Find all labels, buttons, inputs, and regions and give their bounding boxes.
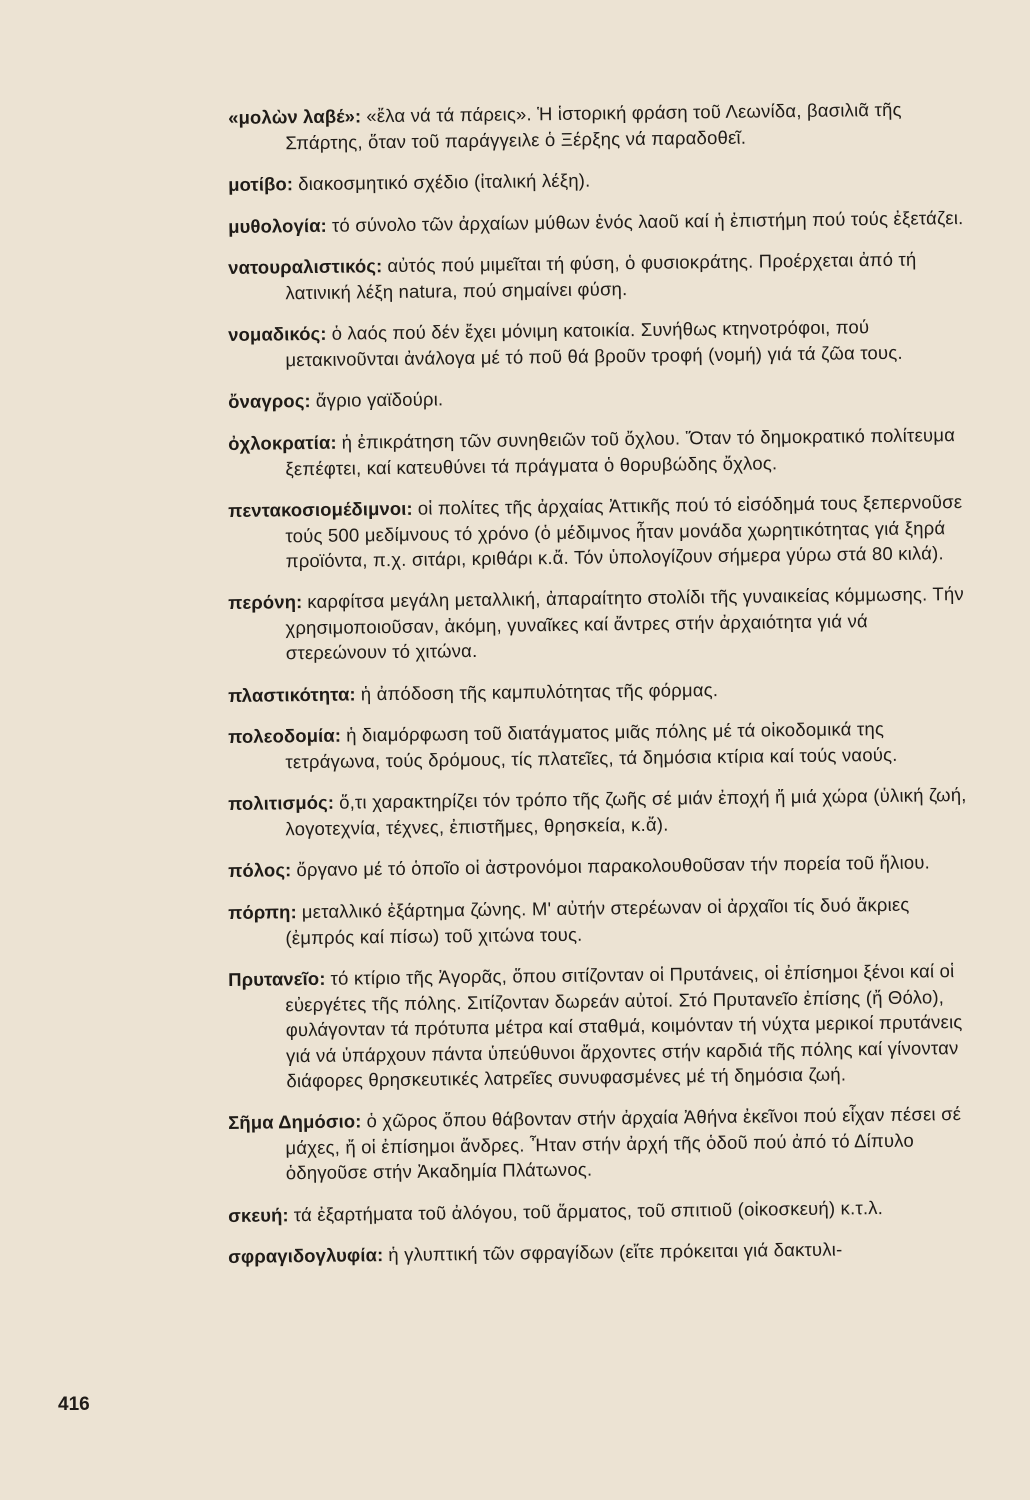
glossary-term: πολεοδομία xyxy=(228,724,335,747)
glossary-entry xyxy=(228,380,973,415)
glossary-term: «μολὼν λαβέ» xyxy=(228,105,356,128)
glossary-definition: τά ἐξαρτήματα τοῦ ἀλόγου, τοῦ ἅρματος, τοῦ σπιτιοῦ (οἰκοσκευή) κ.τ.λ. xyxy=(293,1196,884,1225)
term-separator: : xyxy=(376,1244,389,1266)
glossary-entry xyxy=(228,488,974,574)
glossary-definition: καρφίτσα μεγάλη μεταλλική, ἀπαραίτητο στολίδι τῆς γυναικείας κόμμωσης. Τήν χρησιμοποιοῦσαν, ἀκόμη, γυναῖκες καί ἄντρες στήν ἀρχαιότητα γιά νά στερεώνουν τό χιτώνα. xyxy=(285,583,965,664)
glossary-entry xyxy=(228,163,973,198)
glossary-term: νατουραλιστικός xyxy=(228,255,377,278)
glossary-term: πόλος xyxy=(228,859,286,881)
glossary-entry xyxy=(228,581,974,667)
term-separator: : xyxy=(286,173,299,195)
glossary-definition: ὁ λαός πού δέν ἔχει μόνιμη κατοικία. Συνήθως κτηνοτρόφοι, πού μετακινοῦνται ἀνάλογα μέ τό ποῦ θά βροῦν τροφή (νομή) γιά τά ζῶα τους. xyxy=(285,316,903,370)
term-separator: : xyxy=(284,859,297,881)
glossary-entry xyxy=(228,957,975,1094)
glossary-entry xyxy=(228,96,974,156)
glossary-definition: ὄργανο μέ τό ὁποῖο οἱ ἀστρονόμοι παρακολουθοῦσαν τήν πορεία τοῦ ἥλιου. xyxy=(296,851,931,881)
glossary-term: Πρυτανεῖο xyxy=(228,967,320,990)
glossary-list xyxy=(228,98,973,1286)
glossary-term: σφραγιδογλυφία xyxy=(228,1244,378,1267)
glossary-definition: «ἔλα νά τά πάρεις». Ἡ ἱστορική φράση τοῦ Λεωνίδα, βασιλιᾶ τῆς Σπάρτης, ὅταν τοῦ παράγγειλε ὁ Ξέρξης νά παραδοθεῖ. xyxy=(285,98,902,153)
glossary-definition: ἄγριο γαϊδούρι. xyxy=(315,388,444,411)
term-separator: : xyxy=(406,497,418,519)
term-separator: : xyxy=(320,322,332,344)
glossary-definition: ἡ διαμόρφωση τοῦ διατάγματος μιᾶς πόλης μέ τά οἰκοδομικά της τετράγωνα, τούς δρόμους, τίς πλατεῖες, τά δημόσια κτίρια καί τούς ναούς. xyxy=(285,717,898,772)
glossary-entry xyxy=(228,673,973,708)
glossary-term: πόρπη xyxy=(228,900,291,923)
glossary-definition: αὐτός πού μιμεῖται τή φύση, ὁ φυσιοκράτης. Προέρχεται ἀπό τή λατινική λέξη natura, πού σημαίνει φύση. xyxy=(285,248,917,303)
glossary-term: σκευή xyxy=(228,1203,283,1226)
term-separator: : xyxy=(327,791,340,813)
term-separator: : xyxy=(330,431,342,453)
term-separator: : xyxy=(320,214,333,236)
glossary-entry xyxy=(228,782,974,842)
glossary-term: ὄναγρος xyxy=(228,390,305,412)
page-number: 416 xyxy=(58,1394,90,1415)
glossary-entry xyxy=(228,849,973,884)
term-separator: : xyxy=(290,900,302,922)
glossary-entry xyxy=(228,890,974,950)
glossary-definition: οἱ πολίτες τῆς ἀρχαίας Ἀττικῆς πού τό εἰσόδημά τους ξεπερνοῦσε τούς 500 μεδίμνους τό χρόνο (ὁ μέδιμνος ἦταν μονάδα χωρητικότητας γιά ξηρά προϊόντα, π.χ. σιτάρι, κριθάρι κ.ἄ. Τόν ὑπολογίζουν σήμερα γύρω στά 80 κιλά). xyxy=(285,490,963,571)
glossary-entry xyxy=(228,204,973,239)
term-separator: : xyxy=(282,1203,294,1225)
glossary-term: μυθολογία xyxy=(228,214,321,237)
term-separator: : xyxy=(304,389,316,412)
term-separator: : xyxy=(295,591,308,613)
glossary-entry xyxy=(228,421,974,481)
glossary-entry xyxy=(228,313,974,373)
glossary-entry xyxy=(228,715,974,775)
glossary-entry xyxy=(228,1101,974,1187)
glossary-definition: τό κτίριο τῆς Ἀγορᾶς, ὅπου σιτίζονταν οἱ Πρυτάνεις, οἱ ἐπίσημοι ξένοι καί οἱ εὐεργέτες τῆς πόλης. Σιτίζονταν δωρεάν αὐτοί. Στό Πρυτανεῖο ἐπίσης (ἤ Θόλο), φυλάγονταν τά πρότυπα μέτρα καί σταθμά, κοιμόνταν τή νύχτα μερικοί πρυτάνεις γιά νά ὑπάρχουν πάντα ὑπεύθυνοι ἄρχοντες στήν καρδιά τῆς πόλης καί γίνονταν διάφορες θρησκευτικές λατρεῖες συνυφασμένες μέ τή δημόσια ζωή. xyxy=(285,959,963,1091)
term-separator: : xyxy=(319,967,331,989)
glossary-term: πολιτισμός xyxy=(228,791,328,814)
glossary-term: νομαδικός xyxy=(228,322,321,345)
glossary-term: περόνη xyxy=(228,591,297,613)
glossary-definition: ἡ ἀπόδοση τῆς καμπυλότητας τῆς φόρμας. xyxy=(360,678,719,704)
glossary-definition: τό σύνολο τῶν ἀρχαίων μύθων ἑνός λαοῦ καί ἡ ἐπιστήμη πού τούς ἐξετάζει. xyxy=(331,206,964,236)
term-separator: : xyxy=(349,682,361,705)
term-separator: : xyxy=(334,724,347,746)
glossary-definition: διακοσμητικό σχέδιο (ἰταλική λέξη). xyxy=(298,169,591,195)
term-separator: : xyxy=(354,105,367,127)
glossary-definition: ἡ γλυπτική τῶν σφραγίδων (εἴτε πρόκειται γιά δακτυλι- xyxy=(388,1238,843,1266)
glossary-entry xyxy=(228,1235,973,1270)
glossary-entry xyxy=(228,246,974,306)
glossary-definition: ἡ ἐπικράτηση τῶν συνηθειῶν τοῦ ὄχλου. Ὅταν τό δημοκρατικό πολίτευμα ξεπέφτει, καί κατευθύνει τά πράγματα ὁ θορυβώδης ὄχλος. xyxy=(285,423,956,479)
glossary-entry xyxy=(228,1193,973,1228)
glossary-definition: μεταλλικό ἐξάρτημα ζώνης. Μ' αὐτήν στερέωναν οἱ ἀρχαῖοι τίς δυό ἄκριες (ἐμπρός καί πίσω) τοῦ χιτώνα τους. xyxy=(285,893,910,948)
glossary-term: πλαστικότητα xyxy=(228,683,350,706)
glossary-term: ὀχλοκρατία xyxy=(228,431,331,454)
glossary-term: μοτίβο xyxy=(228,173,287,195)
term-separator: : xyxy=(355,1110,367,1132)
glossary-definition: ὅ,τι χαρακτηρίζει τόν τρόπο τῆς ζωῆς σέ μιάν ἐποχή ἤ μιά χώρα (ὑλική ζωή, λογοτεχνία, τέχνες, ἐπιστῆμες, θρησκεία, κ.ἄ). xyxy=(285,783,967,839)
glossary-term: πεντακοσιομέδιμνοι xyxy=(228,497,407,521)
glossary-term: Σῆμα Δημόσιο xyxy=(228,1110,356,1133)
glossary-definition: ὁ χῶρος ὅπου θάβονταν στήν ἀρχαία Ἀθήνα ἐκεῖνοι πού εἶχαν πέσει σέ μάχες, ἤ οἱ ἐπίσημοι ἄνδρες. Ἦταν στήν ἀρχή τῆς ὁδοῦ πού ἀπό τό Δίπυλο ὁδηγοῦσε στήν Ἀκαδημία Πλάτωνος. xyxy=(285,1103,962,1184)
term-separator: : xyxy=(375,255,388,277)
